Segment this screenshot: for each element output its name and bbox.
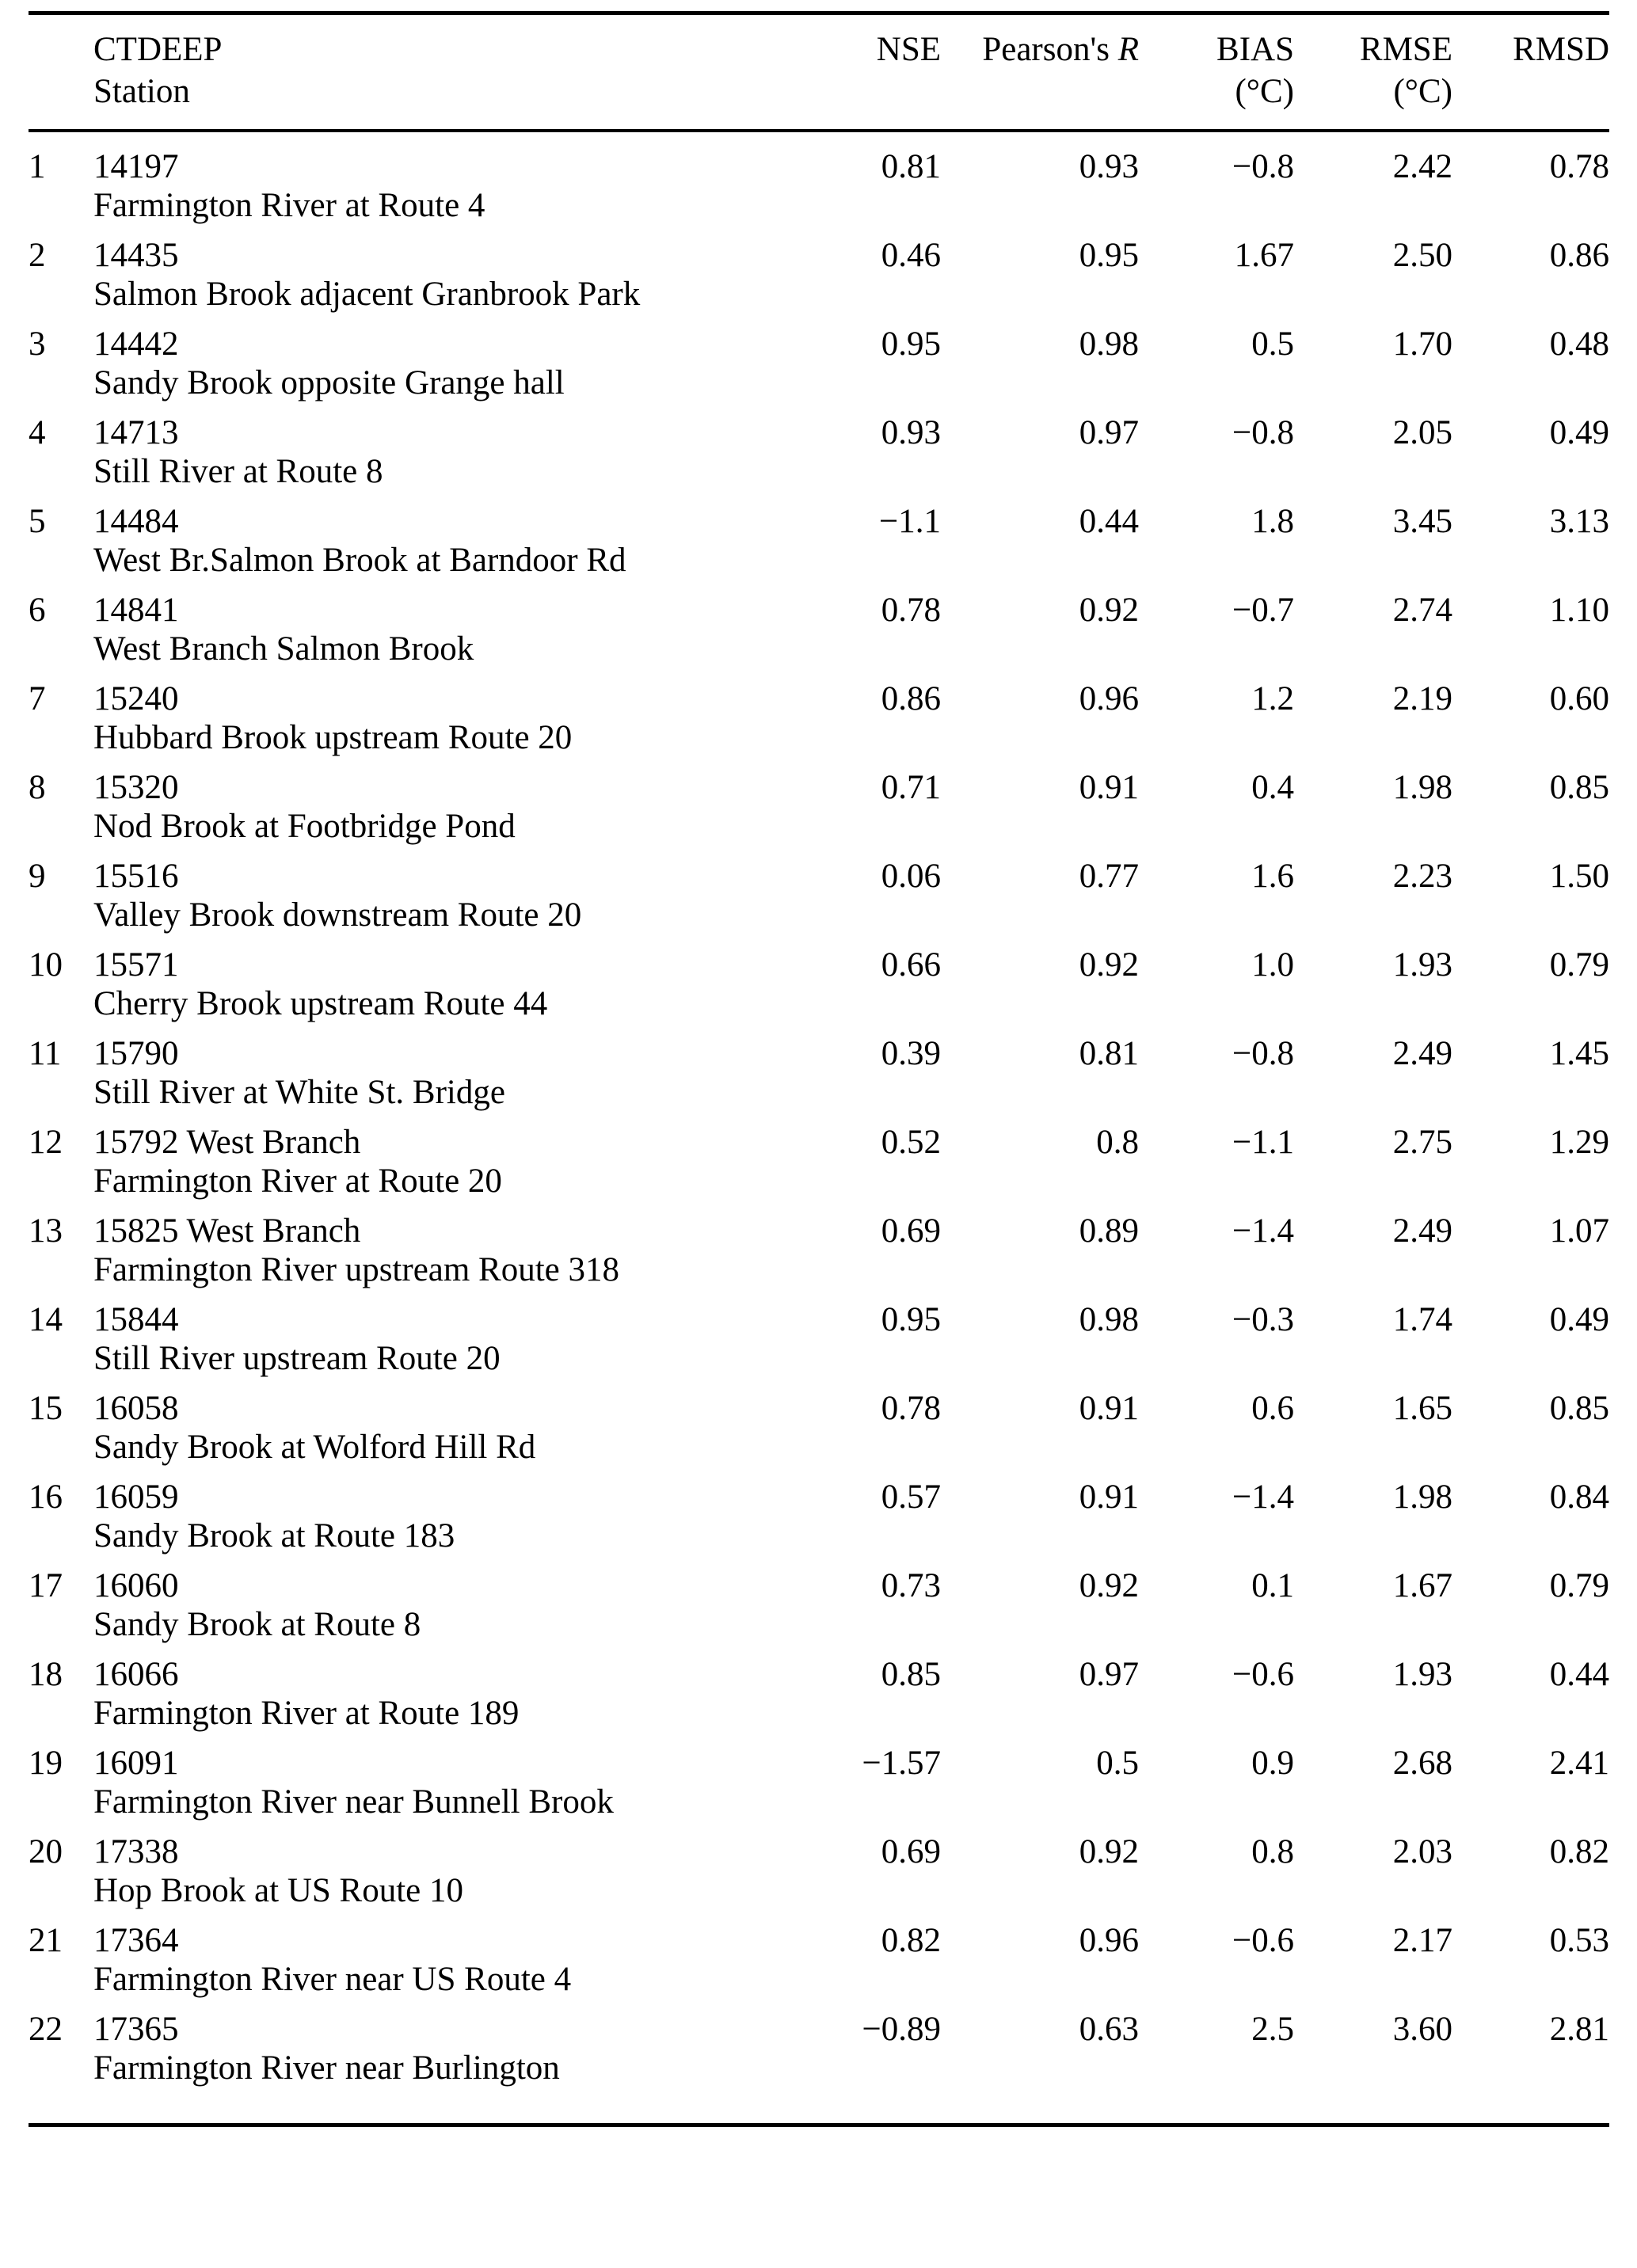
header-index-sub	[29, 70, 93, 131]
row-bias: 1.8	[1251, 503, 1294, 540]
table-row-description	[29, 629, 1609, 668]
row-rmse: 2.03	[1392, 1833, 1452, 1870]
row-nse: 0.95	[881, 1301, 941, 1338]
row-pearson: 0.92	[1079, 1567, 1139, 1604]
row-rmse: 1.70	[1392, 325, 1452, 363]
row-index-spacer	[29, 1870, 93, 1909]
row-station-id: 15240	[93, 680, 179, 717]
row-bias: −1.4	[1232, 1212, 1294, 1250]
row-index: 14	[29, 1301, 63, 1338]
row-rmse: 2.74	[1392, 592, 1452, 629]
row-index: 1	[29, 148, 46, 185]
table-row	[29, 845, 1609, 895]
row-nse: 0.71	[881, 769, 941, 806]
table-row	[29, 1821, 1609, 1870]
header-nse-sub	[760, 70, 941, 131]
table-row-description	[29, 1782, 1609, 1821]
row-rmsd: 0.78	[1549, 148, 1609, 185]
table-row-description	[29, 717, 1609, 756]
row-nse: 0.73	[881, 1567, 941, 1604]
table-row	[29, 490, 1609, 540]
row-bias: 2.5	[1251, 2011, 1294, 2048]
row-index-spacer	[29, 1161, 93, 1200]
table-row-description	[29, 274, 1609, 313]
table-row-description	[29, 895, 1609, 934]
row-bias: −0.3	[1232, 1301, 1294, 1338]
row-station-id: 15516	[93, 858, 179, 895]
table-row-description	[29, 185, 1609, 224]
table-row	[29, 1200, 1609, 1250]
table-row	[29, 934, 1609, 984]
row-index: 21	[29, 1922, 63, 1959]
row-station-id: 16059	[93, 1478, 179, 1516]
row-index-spacer	[29, 1604, 93, 1643]
row-station-name: Still River at Route 8	[93, 453, 383, 490]
row-index: 7	[29, 680, 46, 717]
row-index: 15	[29, 1390, 63, 1427]
row-index-spacer	[29, 629, 93, 668]
row-station-name: Farmington River at Route 4	[93, 187, 485, 224]
table-row	[29, 1909, 1609, 1959]
header-ctdeep: CTDEEP	[93, 31, 223, 68]
row-nse: 0.69	[881, 1212, 941, 1250]
row-station-id: 17338	[93, 1833, 179, 1870]
row-station-name: Farmington River near Bunnell Brook	[93, 1783, 614, 1821]
table-row-description	[29, 1604, 1609, 1643]
header-rmse-unit: (°C)	[1393, 73, 1452, 110]
table-row	[29, 401, 1609, 451]
row-rmse: 1.93	[1392, 1656, 1452, 1693]
header-pearson-sub	[941, 70, 1139, 131]
row-pearson: 0.92	[1079, 1833, 1139, 1870]
table-row	[29, 224, 1609, 274]
row-nse: −0.89	[862, 2011, 941, 2048]
row-station-id: 16060	[93, 1567, 179, 1604]
table-row-description	[29, 1959, 1609, 1998]
row-nse: 0.06	[881, 858, 941, 895]
row-station-id: 16091	[93, 1745, 179, 1782]
row-rmsd: 0.84	[1549, 1478, 1609, 1516]
table-header	[29, 13, 1609, 131]
row-rmse: 1.65	[1392, 1390, 1452, 1427]
table-row-description	[29, 363, 1609, 401]
row-pearson: 0.77	[1079, 858, 1139, 895]
row-pearson: 0.44	[1079, 503, 1139, 540]
row-rmsd: 0.44	[1549, 1656, 1609, 1693]
row-station-name: Sandy Brook at Route 8	[93, 1606, 421, 1643]
row-rmsd: 0.85	[1549, 1390, 1609, 1427]
row-bias: −0.8	[1232, 1035, 1294, 1072]
row-station-id: 16058	[93, 1390, 179, 1427]
table-row	[29, 1111, 1609, 1161]
row-pearson: 0.8	[1096, 1124, 1139, 1161]
row-station-id: 14841	[93, 592, 179, 629]
row-pearson: 0.96	[1079, 680, 1139, 717]
header-station: Station	[93, 73, 190, 110]
row-index-spacer	[29, 806, 93, 845]
row-index: 17	[29, 1567, 63, 1604]
row-nse: 0.81	[881, 148, 941, 185]
row-pearson: 0.98	[1079, 325, 1139, 363]
row-nse: 0.85	[881, 1656, 941, 1693]
table-row-description	[29, 451, 1609, 490]
row-rmse: 2.49	[1392, 1035, 1452, 1072]
row-bias: 0.6	[1251, 1390, 1294, 1427]
row-bias: 0.1	[1251, 1567, 1294, 1604]
row-station-name: Nod Brook at Footbridge Pond	[93, 808, 516, 845]
header-pearson-symbol: R	[1117, 31, 1139, 68]
row-station-id: 14484	[93, 503, 179, 540]
table-row-description	[29, 1161, 1609, 1200]
row-bias: −1.4	[1232, 1478, 1294, 1516]
row-station-id: 15844	[93, 1301, 179, 1338]
row-pearson: 0.93	[1079, 148, 1139, 185]
row-bias: −0.8	[1232, 414, 1294, 451]
row-station-id: 15790	[93, 1035, 179, 1072]
row-index-spacer	[29, 363, 93, 401]
row-bias: 0.8	[1251, 1833, 1294, 1870]
table-body	[29, 131, 1609, 2125]
row-index: 16	[29, 1478, 63, 1516]
row-pearson: 0.5	[1096, 1745, 1139, 1782]
table-row	[29, 1022, 1609, 1072]
row-rmse: 1.93	[1392, 946, 1452, 984]
row-station-id: 17365	[93, 2011, 179, 2048]
header-pearson-r	[941, 13, 1139, 70]
row-index: 3	[29, 325, 46, 363]
row-bias: −1.1	[1232, 1124, 1294, 1161]
row-index: 20	[29, 1833, 63, 1870]
row-station-name: Farmington River near US Route 4	[93, 1961, 572, 1998]
row-bias: 1.6	[1251, 858, 1294, 895]
row-rmse: 3.60	[1392, 2011, 1452, 2048]
row-index-spacer	[29, 717, 93, 756]
row-nse: 0.52	[881, 1124, 941, 1161]
row-rmsd: 0.82	[1549, 1833, 1609, 1870]
row-pearson: 0.96	[1079, 1922, 1139, 1959]
row-rmsd: 1.50	[1549, 858, 1609, 895]
row-station-id: 14442	[93, 325, 179, 363]
row-station-name: Still River upstream Route 20	[93, 1340, 501, 1377]
row-station-name: Sandy Brook opposite Grange hall	[93, 364, 565, 401]
row-station-id: 16066	[93, 1656, 179, 1693]
row-station-name: Hubbard Brook upstream Route 20	[93, 719, 573, 756]
row-index: 13	[29, 1212, 63, 1250]
table-row	[29, 313, 1609, 363]
row-rmse: 2.19	[1392, 680, 1452, 717]
row-rmse: 2.75	[1392, 1124, 1452, 1161]
row-index-spacer	[29, 274, 93, 313]
header-nse: NSE	[876, 31, 941, 68]
table-row	[29, 1466, 1609, 1516]
row-rmsd: 1.45	[1549, 1035, 1609, 1072]
row-index-spacer	[29, 895, 93, 934]
row-pearson: 0.63	[1079, 2011, 1139, 2048]
table-row-description	[29, 1516, 1609, 1554]
row-nse: −1.57	[862, 1745, 941, 1782]
row-index: 9	[29, 858, 46, 895]
header-bias: BIAS	[1216, 31, 1294, 68]
row-pearson: 0.91	[1079, 769, 1139, 806]
row-rmsd: 0.86	[1549, 237, 1609, 274]
row-nse: 0.57	[881, 1478, 941, 1516]
row-bias: 0.5	[1251, 325, 1294, 363]
row-rmsd: 0.79	[1549, 1567, 1609, 1604]
row-pearson: 0.92	[1079, 592, 1139, 629]
table-row	[29, 1643, 1609, 1693]
row-index: 18	[29, 1656, 63, 1693]
row-index-spacer	[29, 1516, 93, 1554]
row-station-name: Farmington River at Route 189	[93, 1695, 520, 1732]
table-row-description	[29, 2048, 1609, 2087]
row-station-name: Farmington River near Burlington	[93, 2049, 560, 2087]
table-row	[29, 1377, 1609, 1427]
table-row	[29, 668, 1609, 717]
row-nse: 0.78	[881, 1390, 941, 1427]
row-station-name: West Br.Salmon Brook at Barndoor Rd	[93, 542, 626, 579]
row-station-name: Still River at White St. Bridge	[93, 1074, 505, 1111]
table-row	[29, 1998, 1609, 2048]
table-container	[0, 11, 1637, 2268]
row-index: 11	[29, 1035, 62, 1072]
row-station-id: 14197	[93, 148, 179, 185]
table-row-description	[29, 1427, 1609, 1466]
row-index-spacer	[29, 451, 93, 490]
row-index: 19	[29, 1745, 63, 1782]
table-row-description	[29, 984, 1609, 1022]
row-nse: 0.66	[881, 946, 941, 984]
row-rmsd: 1.10	[1549, 592, 1609, 629]
row-index: 6	[29, 592, 46, 629]
row-index-spacer	[29, 1782, 93, 1821]
row-index: 5	[29, 503, 46, 540]
row-pearson: 0.97	[1079, 1656, 1139, 1693]
row-nse: −1.1	[878, 503, 941, 540]
row-station-id: 17364	[93, 1922, 179, 1959]
row-rmsd: 1.07	[1549, 1212, 1609, 1250]
header-row-secondary	[29, 70, 1609, 131]
table-row-description	[29, 806, 1609, 845]
row-station-name: Farmington River at Route 20	[93, 1163, 502, 1200]
row-nse: 0.93	[881, 414, 941, 451]
row-rmse: 3.45	[1392, 503, 1452, 540]
table-row	[29, 1732, 1609, 1782]
table-row-description	[29, 1072, 1609, 1111]
table-row-description	[29, 1338, 1609, 1377]
row-nse: 0.86	[881, 680, 941, 717]
header-pearson-prefix: Pearson's	[982, 31, 1110, 68]
row-bias: 1.67	[1234, 237, 1294, 274]
model-performance-statistics-table	[29, 11, 1609, 2127]
row-index-spacer	[29, 1072, 93, 1111]
row-nse: 0.46	[881, 237, 941, 274]
row-rmse: 1.67	[1392, 1567, 1452, 1604]
row-rmsd: 0.85	[1549, 769, 1609, 806]
row-station-id: 15825 West Branch	[93, 1212, 361, 1250]
row-rmsd: 2.41	[1549, 1745, 1609, 1782]
table-row-description	[29, 1870, 1609, 1909]
table-row	[29, 579, 1609, 629]
row-index: 12	[29, 1124, 63, 1161]
header-row-primary	[29, 13, 1609, 70]
row-bias: −0.8	[1232, 148, 1294, 185]
row-index-spacer	[29, 984, 93, 1022]
row-rmsd: 0.48	[1549, 325, 1609, 363]
row-nse: 0.82	[881, 1922, 941, 1959]
row-index-spacer	[29, 1959, 93, 1998]
row-rmse: 1.74	[1392, 1301, 1452, 1338]
row-station-id: 14435	[93, 237, 179, 274]
header-rmse: RMSE	[1359, 31, 1452, 68]
row-index-spacer	[29, 2048, 93, 2087]
row-station-name: Sandy Brook at Wolford Hill Rd	[93, 1429, 536, 1466]
row-index-spacer	[29, 1427, 93, 1466]
row-index-spacer	[29, 185, 93, 224]
row-nse: 0.78	[881, 592, 941, 629]
row-pearson: 0.97	[1079, 414, 1139, 451]
row-rmsd: 2.81	[1549, 2011, 1609, 2048]
row-rmse: 2.49	[1392, 1212, 1452, 1250]
table-row	[29, 131, 1609, 185]
row-pearson: 0.98	[1079, 1301, 1139, 1338]
table-row-description	[29, 540, 1609, 579]
row-index: 8	[29, 769, 46, 806]
row-rmsd: 0.79	[1549, 946, 1609, 984]
row-index: 2	[29, 237, 46, 274]
row-rmsd: 0.49	[1549, 1301, 1609, 1338]
table-row-description	[29, 1250, 1609, 1288]
row-rmse: 2.68	[1392, 1745, 1452, 1782]
row-station-id: 15571	[93, 946, 179, 984]
row-rmse: 1.98	[1392, 1478, 1452, 1516]
row-pearson: 0.89	[1079, 1212, 1139, 1250]
row-nse: 0.95	[881, 325, 941, 363]
row-station-name: Salmon Brook adjacent Granbrook Park	[93, 276, 641, 313]
header-rmsd-sub	[1452, 70, 1609, 131]
row-index-spacer	[29, 1250, 93, 1288]
row-bias: −0.6	[1232, 1656, 1294, 1693]
row-station-name: Farmington River upstream Route 318	[93, 1251, 620, 1288]
row-bias: 0.9	[1251, 1745, 1294, 1782]
table-row	[29, 1288, 1609, 1338]
header-index	[29, 13, 93, 70]
row-rmsd: 0.60	[1549, 680, 1609, 717]
row-rmsd: 3.13	[1549, 503, 1609, 540]
row-rmse: 2.05	[1392, 414, 1452, 451]
row-nse: 0.69	[881, 1833, 941, 1870]
row-index-spacer	[29, 540, 93, 579]
row-pearson: 0.81	[1079, 1035, 1139, 1072]
row-rmse: 2.17	[1392, 1922, 1452, 1959]
row-bias: 1.0	[1251, 946, 1294, 984]
row-station-name: West Branch Salmon Brook	[93, 630, 474, 668]
header-bias-unit: (°C)	[1235, 73, 1294, 110]
table-row	[29, 756, 1609, 806]
row-rmse: 2.50	[1392, 237, 1452, 274]
row-rmse: 1.98	[1392, 769, 1452, 806]
row-station-id: 15320	[93, 769, 179, 806]
table-row	[29, 1554, 1609, 1604]
row-bias: 1.2	[1251, 680, 1294, 717]
row-rmsd: 1.29	[1549, 1124, 1609, 1161]
row-bias: −0.7	[1232, 592, 1294, 629]
row-pearson: 0.91	[1079, 1478, 1139, 1516]
row-pearson: 0.95	[1079, 237, 1139, 274]
row-bias: 0.4	[1251, 769, 1294, 806]
row-pearson: 0.91	[1079, 1390, 1139, 1427]
row-index: 10	[29, 946, 63, 984]
row-rmsd: 0.49	[1549, 414, 1609, 451]
row-index: 4	[29, 414, 46, 451]
row-station-id: 14713	[93, 414, 179, 451]
row-rmsd: 0.53	[1549, 1922, 1609, 1959]
row-station-name: Sandy Brook at Route 183	[93, 1517, 455, 1554]
row-index-spacer	[29, 1693, 93, 1732]
table-bottom-rule	[29, 2087, 1609, 2125]
row-station-name: Hop Brook at US Route 10	[93, 1872, 464, 1909]
row-station-name: Cherry Brook upstream Route 44	[93, 985, 548, 1022]
row-station-id: 15792 West Branch	[93, 1124, 361, 1161]
table-row-description	[29, 1693, 1609, 1732]
bottom-spacer	[29, 2087, 1609, 2125]
header-rmsd: RMSD	[1513, 31, 1609, 68]
row-rmse: 2.42	[1392, 148, 1452, 185]
row-index-spacer	[29, 1338, 93, 1377]
row-index: 22	[29, 2011, 63, 2048]
row-pearson: 0.92	[1079, 946, 1139, 984]
row-rmse: 2.23	[1392, 858, 1452, 895]
row-nse: 0.39	[881, 1035, 941, 1072]
row-station-name: Valley Brook downstream Route 20	[93, 896, 582, 934]
row-bias: −0.6	[1232, 1922, 1294, 1959]
